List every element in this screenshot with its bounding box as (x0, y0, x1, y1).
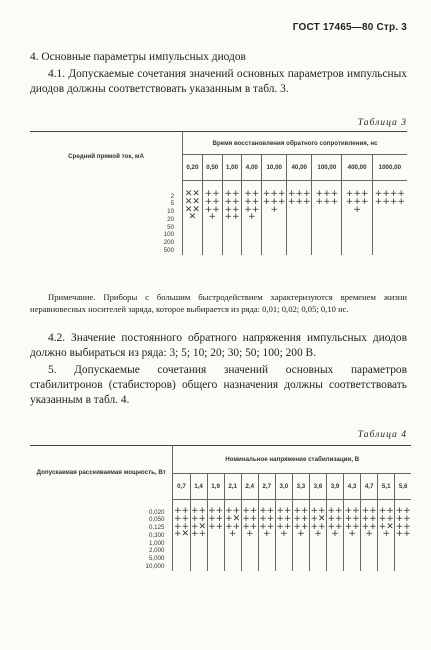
table4-row-label: 5,000 (148, 555, 165, 563)
table4-row-labels (30, 500, 173, 571)
table3-row-label: 20 (167, 215, 175, 223)
table4-col-header: 1,9 (207, 474, 224, 500)
table4-col-marks: +++++++ (258, 500, 275, 571)
table3-row-labels (30, 181, 183, 255)
table4-col-header: 3,0 (275, 474, 292, 500)
table4-col-header: 5,6 (395, 474, 411, 500)
table4-col-marks: ++++++ (207, 500, 224, 571)
table4-row-label: 2,000 (148, 547, 165, 555)
table3-col-marks: +++++++ (342, 181, 372, 255)
table4-col-header: 3,6 (309, 474, 326, 500)
table3-row-header: Средний прямой ток, мА (30, 132, 183, 181)
table4-caption: Таблица 4 (357, 429, 407, 440)
table3-col-marks: +++++++ (242, 181, 262, 255)
table4-col-header: 0,7 (173, 474, 190, 500)
table4-col-marks: +++✕+++ (309, 500, 326, 571)
table3-col-marks: ✕✕✕✕✕✕✕ (184, 189, 200, 223)
table3-row-label: 100 (163, 231, 175, 239)
table4-row-label: 0,050 (148, 516, 165, 524)
table4-col-header: 3,9 (327, 474, 344, 500)
table4-row-label: 0,300 (148, 531, 165, 539)
section-title: 4. Основные параметры импульсных диодов (30, 51, 246, 63)
table3-row-label: 5 (170, 200, 175, 208)
table4-row-header: Допускаемая рассеиваемая мощность, Вт (30, 446, 173, 500)
table3-col-marks: ++++++++ (222, 181, 242, 255)
table3-col-header: 4,00 (242, 155, 262, 181)
table3-row-label: 500 (163, 247, 175, 255)
paragraph-5: 5. Допускаемые сочетания значений основных параметров стабилитронов (стабисторов) общего назначения должны соответствовать указанным в табл. 4. (30, 364, 407, 406)
table3-col-header: 400,00 (342, 155, 372, 181)
table3-col-header: 1,00 (222, 155, 242, 181)
table3-row-label: 200 (163, 239, 175, 247)
table3-col-marks: ++++++++ (372, 181, 407, 255)
table4-col-marks: +++++++✕ (173, 506, 190, 540)
table4-col-header: 4,7 (361, 474, 378, 500)
table3-group-header: Время восстановления обратного сопротивления, нс (183, 132, 407, 155)
table4-col-header: 3,3 (292, 474, 309, 500)
table4-col-marks: +++++++ (344, 500, 361, 571)
table3-col-header: 40,00 (287, 155, 312, 181)
table3-col-header: 100,00 (312, 155, 342, 181)
table4-col-header: 1,4 (190, 474, 207, 500)
table4-col-header: 4,3 (344, 474, 361, 500)
table4-col-marks: +++++✕+ (378, 500, 395, 571)
table4-group-header: Номинальное напряжение стабилизации, В (173, 446, 411, 474)
page-header: ГОСТ 17465—80 Стр. 3 (292, 22, 407, 33)
table3-col-header: 1000,00 (372, 155, 407, 181)
table3-col-header: 0,50 (202, 155, 222, 181)
table4 (30, 445, 411, 571)
table3 (30, 131, 407, 255)
table4-row-label: 0,125 (148, 524, 165, 532)
table3-col-marks: +++++++ (262, 181, 287, 255)
table4-row-label: 10,000 (145, 563, 165, 571)
table3-row-label: 10 (167, 208, 175, 216)
table3-col-header: 0,20 (183, 155, 203, 181)
table3-row-label: 50 (167, 223, 175, 231)
table4-col-header: 2,4 (241, 474, 258, 500)
table4-col-marks: +++++✕++ (190, 500, 207, 571)
table4-col-marks: +++++++ (292, 500, 309, 571)
table3-row-label: 2 (170, 192, 175, 200)
table4-col-marks: +++++++ (275, 500, 292, 571)
table4-row-label: 1,000 (148, 539, 165, 547)
table3-col-marks: ++++++ (312, 181, 342, 255)
table4-col-header: 2,1 (224, 474, 241, 500)
table4-col-marks: +++++++ (241, 500, 258, 571)
table4-col-header: 5,1 (378, 474, 395, 500)
table3-note: Примечание. Приборы с большим быстродействием характеризуются временем жизни неравновесных носителей заряда, которое выбирается из ряда: 0,01; 0,02; 0,05; 0,10 нс. (30, 292, 407, 314)
table3-caption: Таблица 3 (357, 117, 407, 128)
table4-col-header: 2,7 (258, 474, 275, 500)
table3-col-header: 10,00 (262, 155, 287, 181)
table4-col-marks: +++++++ (327, 500, 344, 571)
table4-row-label: 0,020 (148, 508, 165, 516)
table4-col-marks: +++✕+++ (224, 500, 241, 571)
paragraph-4-1: 4.1. Допускаемые сочетания значений основных параметров импульсных диодов должны соответствовать указанным в табл. 3. (30, 68, 407, 95)
table3-col-marks: +++++++ (202, 181, 222, 255)
table4-col-marks: ++++++++ (395, 500, 411, 571)
table4-col-marks: +++++++ (361, 500, 378, 571)
table3-col-marks: ++++++ (287, 181, 312, 255)
paragraph-4-2: 4.2. Значение постоянного обратного напряжения импульсных диодов должно выбираться из ряда: 3; 5; 10; 20; 30; 50; 100; 200 В. (30, 332, 407, 359)
